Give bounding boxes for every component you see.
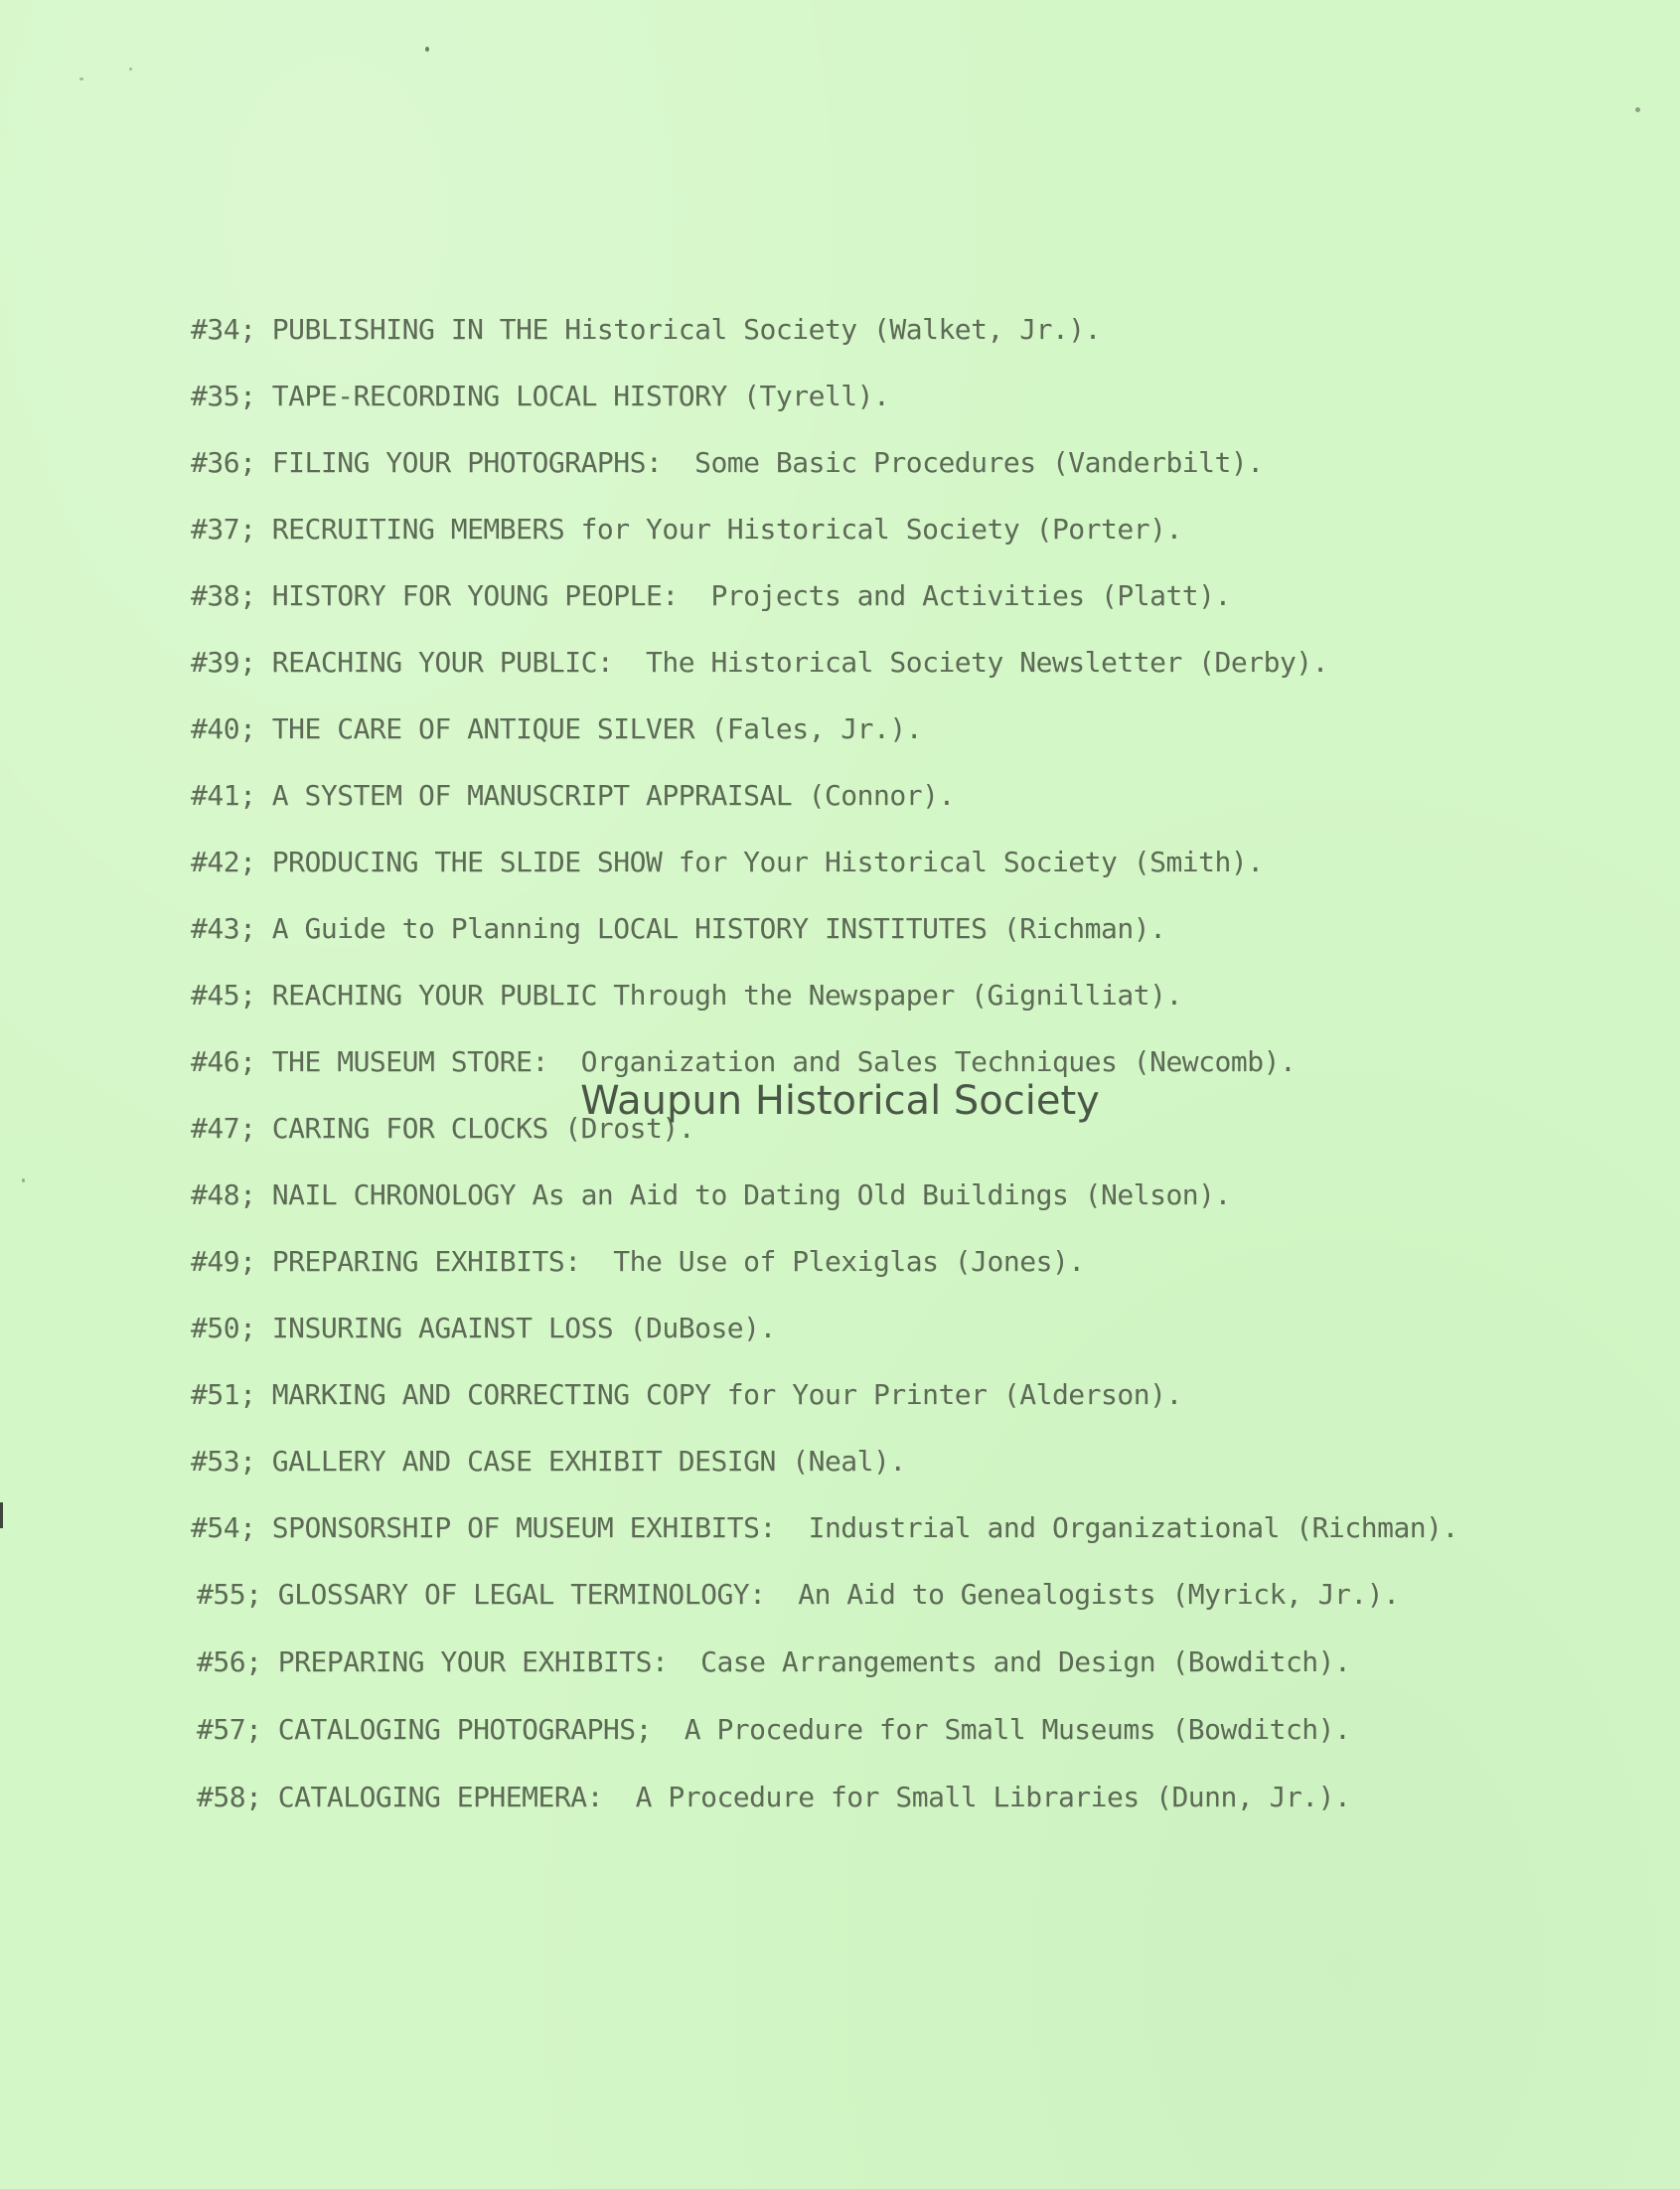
list-item: #38; HISTORY FOR YOUNG PEOPLE: Projects and Activities (Platt). (191, 579, 1231, 612)
list-item: #36; FILING YOUR PHOTOGRAPHS: Some Basic Procedures (Vanderbilt). (191, 446, 1264, 479)
list-item: #35; TAPE-RECORDING LOCAL HISTORY (Tyrell). (191, 380, 890, 412)
paper-speck (1635, 107, 1640, 112)
paper-edge-mark (0, 1502, 3, 1528)
watermark: Waupun Historical Society (580, 1078, 1100, 1124)
list-item: #56; PREPARING YOUR EXHIBITS: Case Arrangements and Design (Bowditch). (197, 1645, 1351, 1678)
list-item: #55; GLOSSARY OF LEGAL TERMINOLOGY: An Aid to Genealogists (Myrick, Jr.). (197, 1578, 1400, 1611)
list-item: #50; INSURING AGAINST LOSS (DuBose). (191, 1312, 776, 1344)
list-item: #45; REACHING YOUR PUBLIC Through the Newspaper (Gignilliat). (191, 979, 1182, 1012)
list-item: #53; GALLERY AND CASE EXHIBIT DESIGN (Neal). (191, 1445, 906, 1478)
list-item: #43; A Guide to Planning LOCAL HISTORY INSTITUTES (Richman). (191, 912, 1166, 945)
list-item: #57; CATALOGING PHOTOGRAPHS; A Procedure for Small Museums (Bowditch). (197, 1713, 1351, 1746)
list-item: #51; MARKING AND CORRECTING COPY for Your Printer (Alderson). (191, 1378, 1182, 1411)
list-item: #34; PUBLISHING IN THE Historical Society (Walket, Jr.). (191, 313, 1102, 346)
list-item: #46; THE MUSEUM STORE: Organization and Sales Techniques (Newcomb). (191, 1045, 1297, 1078)
list-item: #41; A SYSTEM OF MANUSCRIPT APPRAISAL (Connor). (191, 779, 955, 812)
paper-speck (22, 1178, 25, 1182)
list-item: #42; PRODUCING THE SLIDE SHOW for Your Historical Society (Smith). (191, 846, 1264, 878)
paper-speck (79, 78, 83, 80)
list-item: #54; SPONSORSHIP OF MUSEUM EXHIBITS: Industrial and Organizational (Richman). (191, 1511, 1458, 1544)
list-item: #49; PREPARING EXHIBITS: The Use of Plexiglas (Jones). (191, 1245, 1085, 1278)
paper-speck (425, 47, 429, 52)
paper-speck (129, 68, 132, 71)
list-item: #40; THE CARE OF ANTIQUE SILVER (Fales, Jr.). (191, 712, 923, 745)
list-item: #37; RECRUITING MEMBERS for Your Historical Society (Porter). (191, 513, 1182, 546)
list-item: #39; REACHING YOUR PUBLIC: The Historical Society Newsletter (Derby). (191, 646, 1329, 679)
list-item: #58; CATALOGING EPHEMERA: A Procedure for Small Libraries (Dunn, Jr.). (197, 1781, 1351, 1813)
list-item: #48; NAIL CHRONOLOGY As an Aid to Dating Old Buildings (Nelson). (191, 1178, 1231, 1211)
list-item: #47; CARING FOR CLOCKS (Drost). (191, 1112, 695, 1145)
